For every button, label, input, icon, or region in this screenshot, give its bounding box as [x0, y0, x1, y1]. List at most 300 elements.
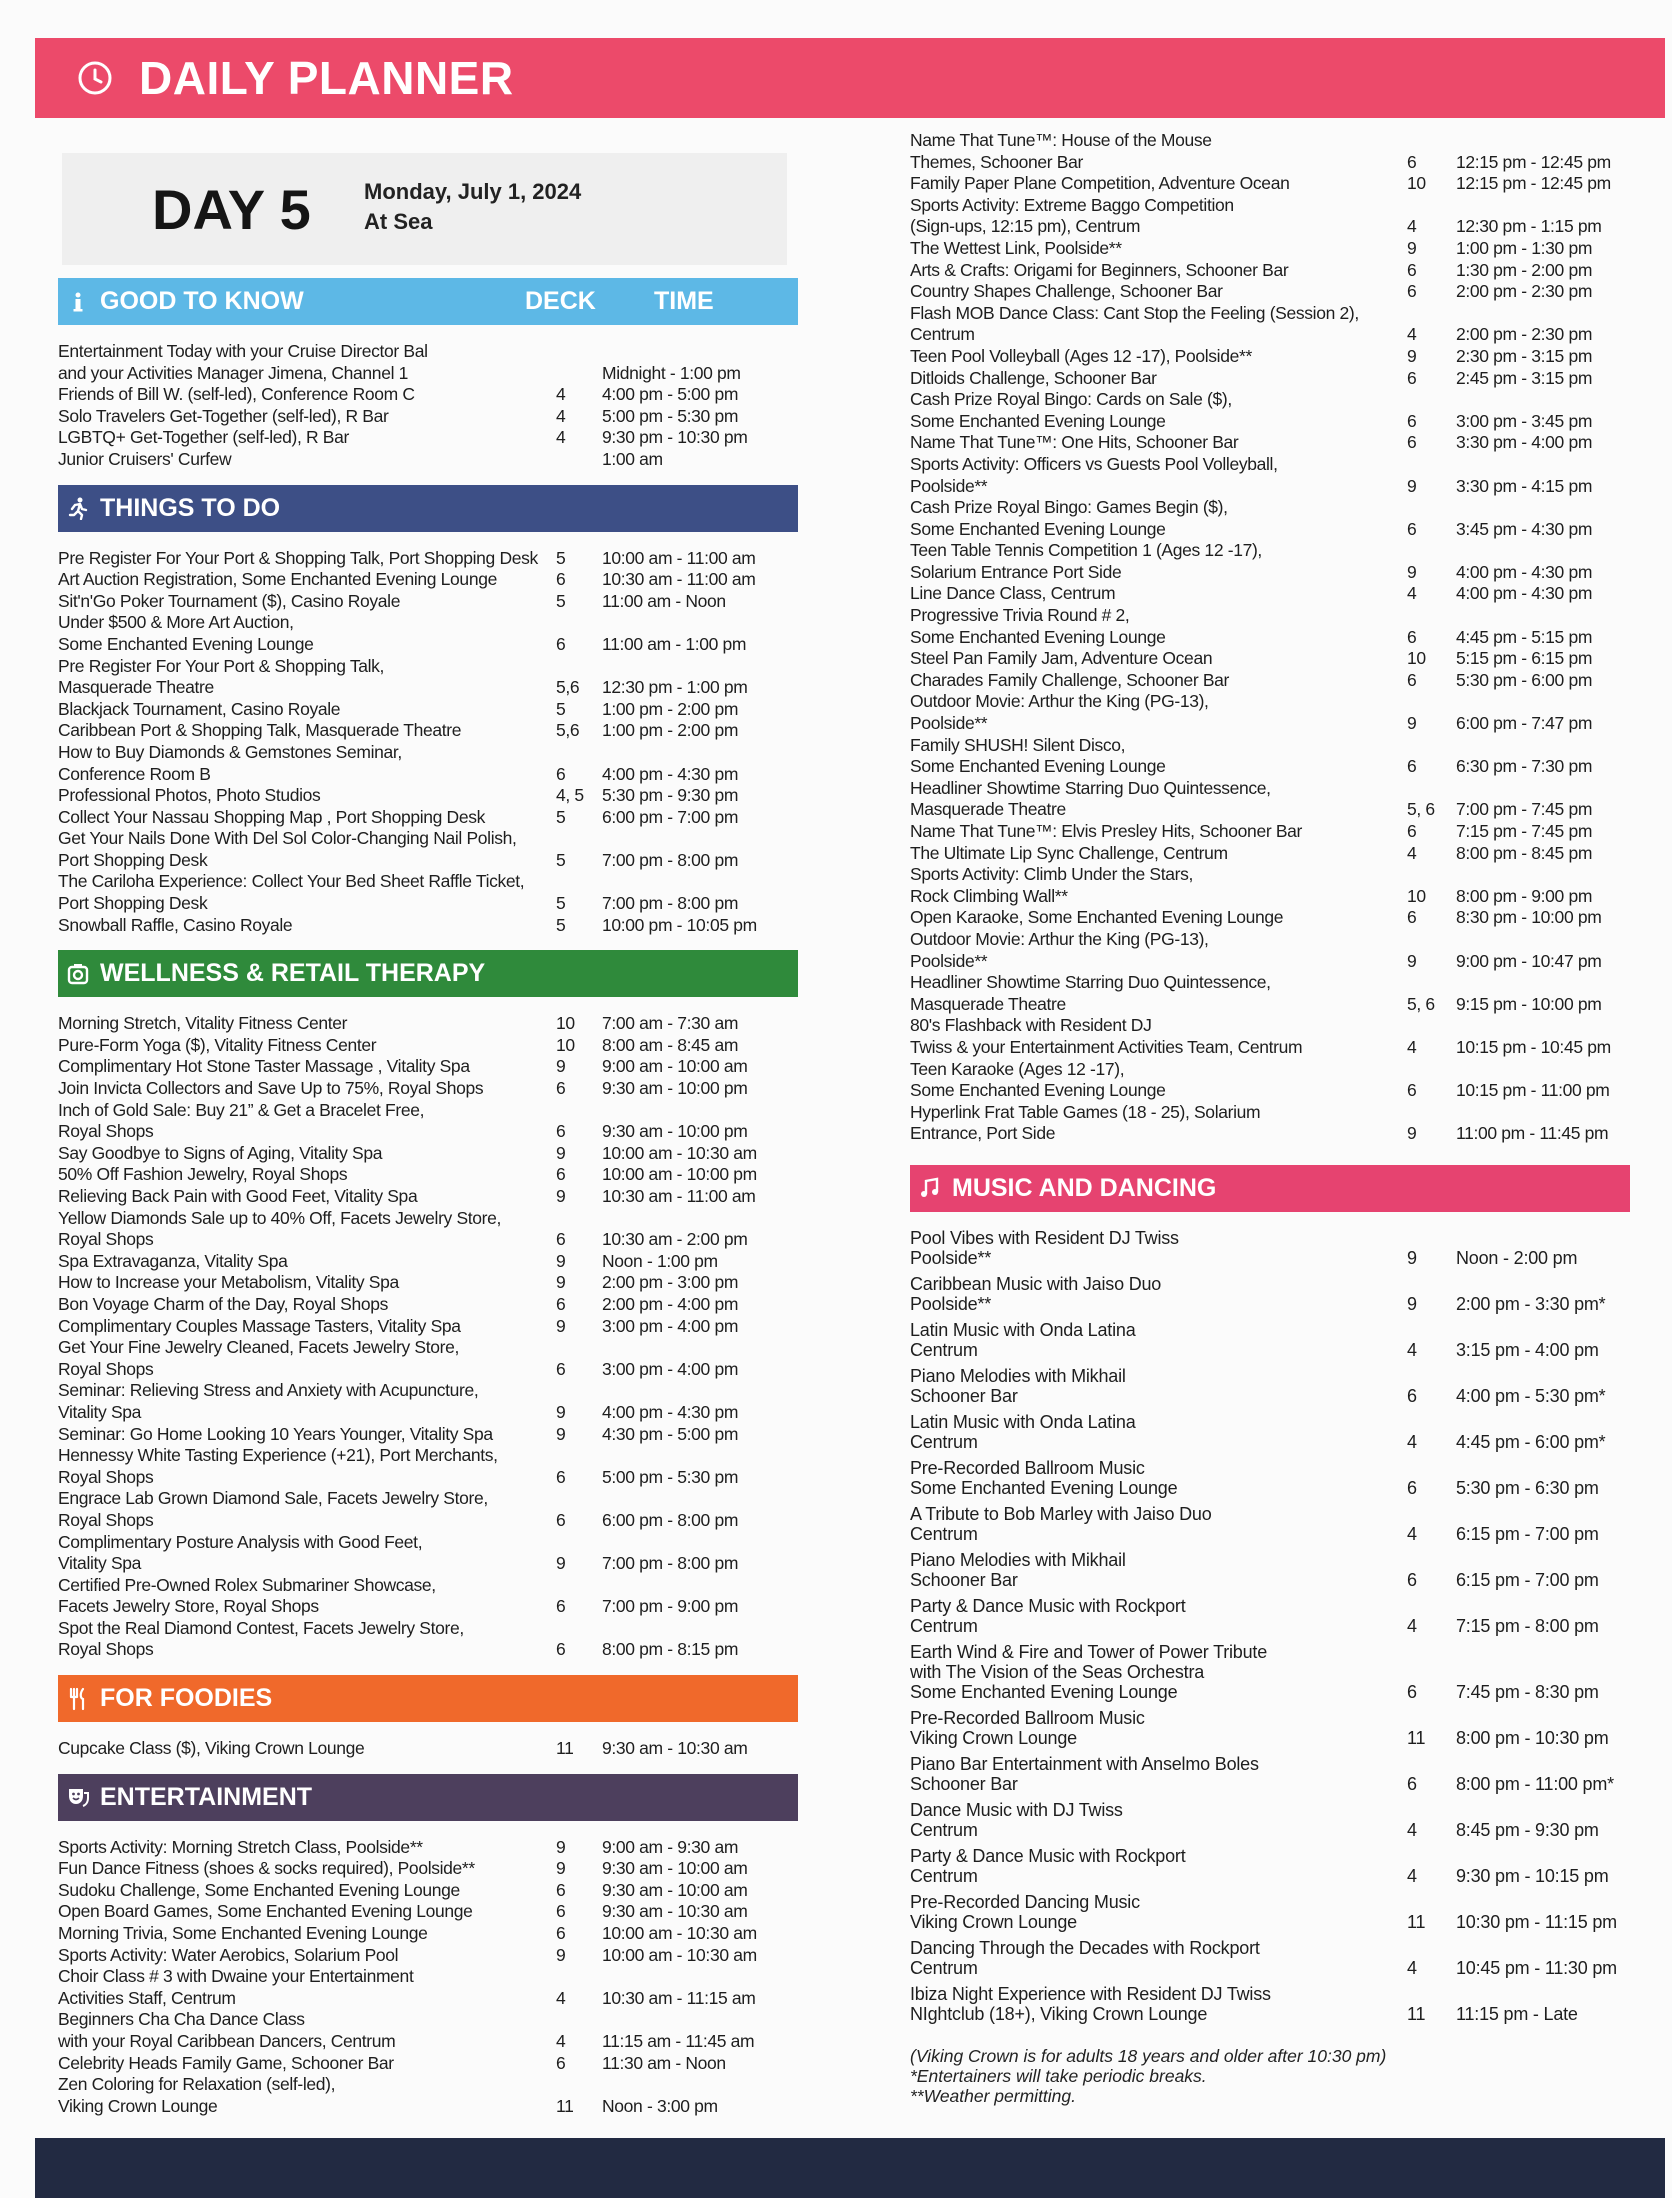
- event-time: 1:00 pm - 2:00 pm: [602, 720, 739, 741]
- event-time: 3:00 pm - 4:00 pm: [602, 1315, 739, 1336]
- event-deck: 9: [556, 1858, 566, 1879]
- clock-icon: [77, 60, 113, 96]
- event-name: Fun Dance Fitness (shoes & socks required), Poolside**: [58, 1858, 475, 1879]
- event-deck: 6: [1407, 1681, 1417, 1702]
- music-title: Pre-Recorded Ballroom Music: [910, 1707, 1145, 1728]
- event-deck: 4: [1407, 1957, 1417, 1978]
- day-date: Monday, July 1, 2024: [364, 179, 582, 204]
- event-time: 10:00 am - 10:30 am: [602, 1923, 757, 1944]
- event-deck: 5: [556, 590, 566, 611]
- section-header-wellness: [58, 950, 798, 997]
- music-venue: Some Enchanted Evening Lounge: [910, 1681, 1178, 1702]
- event-deck: 6: [556, 1358, 566, 1379]
- event-time: 4:00 pm - 5:00 pm: [602, 384, 739, 405]
- event-name: Beginners Cha Cha Dance Class with your Royal Caribbean Dancers, Centrum: [58, 2009, 396, 2051]
- event-deck: 9: [1407, 713, 1417, 734]
- event-time: 7:15 pm - 7:45 pm: [1456, 821, 1593, 841]
- schedule-row: [910, 929, 1630, 972]
- event-deck: 6: [1407, 821, 1417, 841]
- music-event: [910, 1412, 1407, 1452]
- event-deck: 6: [556, 1596, 566, 1617]
- event-deck: 9: [1407, 475, 1417, 496]
- schedule-row: [910, 605, 1630, 648]
- event-deck: 6: [556, 763, 566, 784]
- event-deck: 11: [1407, 1727, 1426, 1748]
- schedule-row: [58, 427, 798, 449]
- music-title: Dance Music with DJ Twiss: [910, 1799, 1123, 1820]
- event-name: Steel Pan Family Jam, Adventure Ocean: [910, 648, 1213, 669]
- event-deck: 9: [1407, 237, 1417, 258]
- schedule-row: [58, 341, 798, 384]
- event-deck: 6: [1407, 1385, 1417, 1406]
- event-time: 11:00 am - 1:00 pm: [602, 633, 747, 654]
- event-time: 1:00 pm - 1:30 pm: [1456, 237, 1593, 258]
- event-deck: 9: [556, 1553, 566, 1574]
- event-name: Complimentary Hot Stone Taster Massage , Vitality Spa: [58, 1056, 470, 1077]
- section-things-to-do: [58, 485, 798, 937]
- event-time: 10:00 am - 10:30 am: [602, 1142, 757, 1163]
- schedule-row: [910, 497, 1630, 540]
- event-time: 5:30 pm - 9:30 pm: [602, 785, 739, 806]
- event-name: Entertainment Today with your Cruise Director Bal and your Activities Manager Jimena, Channel 1: [58, 341, 428, 383]
- schedule-row: [58, 1945, 798, 1967]
- section-wellness: [58, 950, 798, 1661]
- event-time: 1:30 pm - 2:00 pm: [1456, 259, 1593, 280]
- event-deck: 5: [556, 849, 566, 870]
- music-venue: NIghtclub (18+), Viking Crown Lounge: [910, 2003, 1208, 2024]
- day-box: [62, 153, 787, 265]
- event-time: 12:30 pm - 1:00 pm: [602, 677, 748, 698]
- event-time: 2:45 pm - 3:15 pm: [1456, 367, 1593, 388]
- event-time: 6:00 pm - 7:47 pm: [1456, 713, 1593, 734]
- music-row: [910, 1642, 1630, 1702]
- event-name: Under $500 & More Art Auction, Some Enchanted Evening Lounge: [58, 612, 314, 654]
- event-name: Pre Register For Your Port & Shopping Talk, Port Shopping Desk: [58, 547, 538, 568]
- day-label: DAY 5: [152, 178, 311, 241]
- event-name: Headliner Showtime Starring Duo Quintessence, Masquerade Theatre: [910, 777, 1271, 820]
- event-name: Junior Cruisers' Curfew: [58, 448, 232, 469]
- schedule-row: [910, 368, 1630, 390]
- event-time: 2:00 pm - 4:00 pm: [602, 1293, 739, 1314]
- schedule-row: [58, 699, 798, 721]
- music-row: [910, 1938, 1630, 1978]
- event-deck: 10: [556, 1013, 575, 1034]
- event-time: 8:00 pm - 11:00 pm*: [1456, 1773, 1614, 1794]
- event-time: 5:30 pm - 6:30 pm: [1456, 1477, 1599, 1498]
- music-venue: Schooner Bar: [910, 1773, 1018, 1794]
- section-list: [58, 1013, 798, 1661]
- music-row: [910, 1550, 1630, 1590]
- schedule-row: [910, 432, 1630, 454]
- runner-icon: [66, 496, 90, 520]
- event-time: 10:30 am - 11:00 am: [602, 1186, 756, 1206]
- schedule-row: [910, 1102, 1630, 1145]
- schedule-row: [910, 864, 1630, 907]
- event-time: 11:15 pm - Late: [1456, 2003, 1578, 2024]
- schedule-row: [910, 238, 1630, 260]
- event-time: 4:00 pm - 4:30 pm: [1456, 583, 1593, 604]
- event-name: Hyperlink Frat Table Games (18 - 25), Solarium Entrance, Port Side: [910, 1101, 1261, 1144]
- event-time: 9:30 am - 10:00 am: [602, 1879, 748, 1900]
- schedule-row: [58, 742, 798, 785]
- music-event: [910, 1366, 1407, 1406]
- event-deck: 9: [556, 1836, 566, 1857]
- schedule-row: [58, 785, 798, 807]
- camera-icon: [66, 962, 90, 986]
- music-title: A Tribute to Bob Marley with Jaiso Duo: [910, 1503, 1212, 1524]
- event-deck: 6: [1407, 367, 1417, 388]
- music-title: Pool Vibes with Resident DJ Twiss: [910, 1227, 1179, 1248]
- schedule-row: [910, 303, 1630, 346]
- section-title: WELLNESS & RETAIL THERAPY: [100, 959, 486, 988]
- schedule-row: [58, 1337, 798, 1380]
- event-deck: 4: [556, 1987, 566, 2008]
- event-name: 50% Off Fashion Jewelry, Royal Shops: [58, 1164, 348, 1185]
- schedule-row: [58, 548, 798, 570]
- section-header-good-to-know: [58, 278, 798, 325]
- event-time: 2:00 pm - 3:30 pm*: [1456, 1293, 1606, 1314]
- schedule-row: [58, 612, 798, 655]
- music-venue: Centrum: [910, 1431, 978, 1452]
- section-title: GOOD TO KNOW: [100, 287, 304, 315]
- event-time: 4:00 pm - 4:30 pm: [602, 1401, 739, 1422]
- event-time: 6:15 pm - 7:00 pm: [1456, 1523, 1599, 1544]
- event-name: Teen Table Tennis Competition 1 (Ages 12 -17), Solarium Entrance Port Side: [910, 540, 1262, 582]
- schedule-row: [58, 1880, 798, 1902]
- event-name: Name That Tune™: One Hits, Schooner Bar: [910, 432, 1239, 453]
- event-name: Outdoor Movie: Arthur the King (PG-13), Poolside**: [910, 928, 1209, 971]
- event-deck: 6: [556, 1466, 566, 1487]
- music-row: [910, 1984, 1630, 2024]
- event-deck: 5, 6: [1407, 993, 1435, 1014]
- schedule-row: [58, 1738, 798, 1760]
- event-deck: 5,6: [556, 720, 580, 741]
- music-title: Piano Melodies with Mikhail: [910, 1549, 1126, 1570]
- event-time: 8:00 am - 8:45 am: [602, 1034, 739, 1055]
- music-row: [910, 1412, 1630, 1452]
- event-name: 80's Flashback with Resident DJ Twiss & your Entertainment Activities Team, Centrum: [910, 1015, 1303, 1057]
- event-time: 11:30 am - Noon: [602, 2052, 726, 2073]
- music-row: [910, 1366, 1630, 1406]
- schedule-row: [58, 871, 798, 914]
- event-time: 4:45 pm - 6:00 pm*: [1456, 1431, 1606, 1452]
- event-deck: 4: [1407, 324, 1417, 345]
- event-deck: 9: [556, 1142, 566, 1163]
- event-time: 2:00 pm - 2:30 pm: [1456, 281, 1593, 302]
- event-time: 10:00 am - 10:00 pm: [602, 1164, 757, 1185]
- event-time: 7:00 pm - 8:00 pm: [602, 849, 739, 870]
- event-name: Spa Extravaganza, Vitality Spa: [58, 1250, 288, 1271]
- section-list: [58, 1837, 798, 2118]
- music-event: [910, 1458, 1407, 1498]
- event-deck: 6: [556, 1923, 566, 1944]
- music-title: Latin Music with Onda Latina: [910, 1411, 1136, 1432]
- schedule-row: [910, 454, 1630, 497]
- event-name: The Cariloha Experience: Collect Your Bed Sheet Raffle Ticket, Port Shopping Desk: [58, 871, 525, 914]
- event-deck: 9: [1407, 345, 1417, 366]
- event-deck: 5: [556, 893, 566, 914]
- event-deck: 9: [1407, 561, 1417, 582]
- event-time: 12:15 pm - 12:45 pm: [1456, 151, 1611, 172]
- schedule-row: [58, 2009, 798, 2052]
- schedule-row: [910, 778, 1630, 821]
- music-event: [910, 1708, 1407, 1748]
- event-name: Sit'n'Go Poker Tournament ($), Casino Royale: [58, 590, 401, 611]
- schedule-row: [58, 1056, 798, 1078]
- music-venue: Centrum: [910, 1615, 978, 1636]
- music-venue: Schooner Bar: [910, 1385, 1018, 1406]
- event-deck: 6: [1407, 281, 1417, 302]
- event-time: 8:00 pm - 10:30 pm: [1456, 1727, 1609, 1748]
- event-deck: 6: [556, 1879, 566, 1900]
- event-name: Complimentary Posture Analysis with Good Feet, Vitality Spa: [58, 1531, 423, 1574]
- event-time: 9:30 pm - 10:30 pm: [602, 427, 748, 448]
- event-name: Progressive Trivia Round # 2, Some Enchanted Evening Lounge: [910, 605, 1166, 647]
- event-deck: 4: [1407, 1819, 1417, 1840]
- event-name: Country Shapes Challenge, Schooner Bar: [910, 281, 1223, 302]
- schedule-row: [58, 2074, 798, 2117]
- schedule-row: [58, 1923, 798, 1945]
- event-name: Hennessy White Tasting Experience (+21), Port Merchants, Royal Shops: [58, 1445, 498, 1487]
- event-time: 1:00 pm - 2:00 pm: [602, 698, 739, 719]
- music-event: [910, 1938, 1407, 1978]
- event-name: Zen Coloring for Relaxation (self-led), Viking Crown Lounge: [58, 2074, 336, 2116]
- music-event: [910, 1596, 1407, 1636]
- event-deck: 6: [1407, 151, 1417, 172]
- schedule-row: [58, 1272, 798, 1294]
- schedule-row: [58, 1143, 798, 1165]
- section-title: MUSIC AND DANCING: [952, 1173, 1217, 1202]
- footer-bar: [35, 2138, 1665, 2198]
- section-list: [58, 1738, 798, 1760]
- schedule-row: [910, 670, 1630, 692]
- event-deck: 9: [556, 1423, 566, 1444]
- schedule-row: [58, 828, 798, 871]
- event-name: Professional Photos, Photo Studios: [58, 785, 321, 806]
- event-time: 9:30 am - 10:30 am: [602, 1901, 748, 1922]
- music-event: [910, 1504, 1407, 1544]
- event-time: 4:00 pm - 4:30 pm: [1456, 561, 1593, 582]
- schedule-row: [58, 1532, 798, 1575]
- music-row: [910, 1754, 1630, 1794]
- event-time: 9:30 pm - 10:15 pm: [1456, 1865, 1609, 1886]
- event-deck: 6: [1407, 259, 1417, 280]
- event-deck: 6: [1407, 432, 1417, 453]
- music-venue: Centrum: [910, 1865, 978, 1886]
- event-name: Ditloids Challenge, Schooner Bar: [910, 367, 1157, 388]
- schedule-row: [58, 384, 798, 406]
- event-name: Say Goodbye to Signs of Aging, Vitality Spa: [58, 1142, 383, 1163]
- music-title: Latin Music with Onda Latina: [910, 1319, 1136, 1340]
- event-time: 10:30 am - 2:00 pm: [602, 1229, 748, 1250]
- event-time: 2:30 pm - 3:15 pm: [1456, 345, 1593, 366]
- schedule-row: [58, 1078, 798, 1100]
- event-deck: 6: [556, 1901, 566, 1922]
- event-name: Teen Karaoke (Ages 12 -17), Some Enchanted Evening Lounge: [910, 1058, 1166, 1101]
- day-date-block: [364, 177, 581, 237]
- event-deck: 9: [556, 1250, 566, 1271]
- event-name: Choir Class # 3 with Dwaine your Entertainment Activities Staff, Centrum: [58, 1966, 414, 2008]
- event-deck: 6: [1407, 410, 1417, 431]
- music-event: [910, 1892, 1407, 1932]
- music-row: [910, 1892, 1630, 1932]
- music-event: [910, 1800, 1407, 1840]
- event-name: Art Auction Registration, Some Enchanted Evening Lounge: [58, 569, 497, 590]
- event-deck: 6: [556, 1229, 566, 1250]
- music-venue: Viking Crown Lounge: [910, 1727, 1077, 1748]
- event-name: Cash Prize Royal Bingo: Cards on Sale ($), Some Enchanted Evening Lounge: [910, 389, 1232, 431]
- schedule-row: [58, 591, 798, 613]
- music-venue: Viking Crown Lounge: [910, 1911, 1077, 1932]
- event-time: 6:00 pm - 7:00 pm: [602, 806, 739, 827]
- event-deck: 11: [556, 1738, 574, 1759]
- event-time: Midnight - 1:00 pm: [602, 362, 741, 383]
- event-deck: 4: [1407, 583, 1417, 604]
- event-time: 10:00 am - 11:00 am: [602, 547, 756, 568]
- schedule-row: [58, 1966, 798, 2009]
- event-name: Sports Activity: Climb Under the Stars, Rock Climbing Wall**: [910, 864, 1193, 906]
- event-deck: 6: [1407, 626, 1417, 647]
- event-deck: 9: [1407, 1247, 1417, 1268]
- event-deck: 5: [556, 698, 566, 719]
- section-header-things-to-do: [58, 485, 798, 532]
- event-time: 8:45 pm - 9:30 pm: [1456, 1819, 1599, 1840]
- event-deck: 4: [556, 384, 566, 405]
- event-name: Get Your Fine Jewelry Cleaned, Facets Jewelry Store, Royal Shops: [58, 1337, 460, 1379]
- schedule-row: [910, 648, 1630, 670]
- event-name: Certified Pre-Owned Rolex Submariner Showcase, Facets Jewelry Store, Royal Shops: [58, 1574, 436, 1617]
- schedule-row: [58, 1618, 798, 1661]
- event-time: 8:00 pm - 8:45 pm: [1456, 842, 1593, 863]
- event-time: 8:30 pm - 10:00 pm: [1456, 907, 1602, 928]
- event-deck: 10: [556, 1034, 575, 1055]
- footnotes: (Viking Crown is for adults 18 years and older after 10:30 pm) *Entertainers will take periodic breaks. **Weather permitting.: [910, 2045, 1387, 2106]
- event-name: Join Invicta Collectors and Save Up to 75%, Royal Shops: [58, 1078, 484, 1099]
- theater-masks-icon: [66, 1785, 90, 1809]
- event-deck: 9: [556, 1944, 566, 1965]
- event-time: 4:00 pm - 4:30 pm: [602, 763, 739, 784]
- music-event: [910, 1642, 1407, 1702]
- event-name: Open Board Games, Some Enchanted Evening Lounge: [58, 1901, 473, 1922]
- event-name: Outdoor Movie: Arthur the King (PG-13), Poolside**: [910, 691, 1209, 734]
- event-name: Headliner Showtime Starring Duo Quintessence, Masquerade Theatre: [910, 972, 1271, 1014]
- schedule-row: [58, 1100, 798, 1143]
- schedule-row: [910, 346, 1630, 368]
- event-time: Noon - 3:00 pm: [602, 2095, 718, 2116]
- event-name: Pre Register For Your Port & Shopping Talk, Masquerade Theatre: [58, 655, 385, 698]
- music-venue: Schooner Bar: [910, 1569, 1018, 1590]
- event-name: Pure-Form Yoga ($), Vitality Fitness Center: [58, 1034, 377, 1055]
- music-title: Pre-Recorded Dancing Music: [910, 1891, 1140, 1912]
- music-title: Earth Wind & Fire and Tower of Power Tribute with The Vision of the Seas Orchestra: [910, 1641, 1268, 1682]
- schedule-row: [58, 1251, 798, 1273]
- event-deck: 6: [556, 569, 566, 590]
- schedule-row: [58, 1380, 798, 1423]
- event-deck: 5: [556, 914, 566, 935]
- schedule-row: [910, 173, 1630, 195]
- event-name: Collect Your Nassau Shopping Map , Port Shopping Desk: [58, 806, 485, 827]
- event-deck: 5: [556, 547, 566, 568]
- event-deck: 4: [1407, 1865, 1417, 1886]
- event-time: 10:30 am - 11:00 am: [602, 569, 756, 590]
- event-deck: 6: [556, 1078, 566, 1099]
- event-time: 6:15 pm - 7:00 pm: [1456, 1569, 1599, 1590]
- event-deck: 9: [556, 1315, 566, 1336]
- event-deck: 9: [1407, 1123, 1417, 1144]
- schedule-row: [58, 1316, 798, 1338]
- event-deck: 5: [556, 806, 566, 827]
- event-time: 7:15 pm - 8:00 pm: [1456, 1615, 1599, 1636]
- event-time: 7:00 pm - 8:00 pm: [602, 1553, 739, 1574]
- event-time: 3:00 pm - 4:00 pm: [602, 1358, 739, 1379]
- music-event: [910, 1754, 1407, 1794]
- section-foodies: [58, 1675, 798, 1760]
- event-name: Bon Voyage Charm of the Day, Royal Shops: [58, 1293, 389, 1314]
- event-deck: 6: [556, 633, 566, 654]
- music-title: Piano Bar Entertainment with Anselmo Boles: [910, 1753, 1259, 1774]
- event-deck: 11: [1407, 1911, 1426, 1932]
- music-event: [910, 1228, 1407, 1268]
- event-time: 12:15 pm - 12:45 pm: [1456, 173, 1611, 194]
- schedule-row: [58, 1013, 798, 1035]
- section-list: [58, 548, 798, 937]
- event-time: 9:30 am - 10:30 am: [602, 1738, 748, 1759]
- event-name: Name That Tune™: Elvis Presley Hits, Schooner Bar: [910, 821, 1302, 841]
- event-time: 5:00 pm - 5:30 pm: [602, 1466, 739, 1487]
- music-event: [910, 1274, 1407, 1314]
- event-deck: 9: [556, 1401, 566, 1422]
- schedule-row: [910, 130, 1630, 173]
- music-event: [910, 1984, 1407, 2024]
- schedule-row: [58, 1837, 798, 1859]
- day-location: At Sea: [364, 209, 433, 234]
- schedule-row: [910, 195, 1630, 238]
- music-list: [910, 1228, 1630, 2024]
- section-header-music: [910, 1165, 1630, 1212]
- event-time: 6:00 pm - 8:00 pm: [602, 1509, 739, 1530]
- event-name: Cupcake Class ($), Viking Crown Lounge: [58, 1738, 365, 1759]
- info-icon: [66, 290, 90, 314]
- event-name: Friends of Bill W. (self-led), Conference Room C: [58, 384, 415, 405]
- event-name: Get Your Nails Done With Del Sol Color-Changing Nail Polish, Port Shopping Desk: [58, 828, 517, 870]
- event-deck: 6: [556, 1293, 566, 1314]
- schedule-row: [58, 1208, 798, 1251]
- event-time: 3:45 pm - 4:30 pm: [1456, 518, 1593, 539]
- event-time: 3:30 pm - 4:00 pm: [1456, 432, 1593, 453]
- event-time: 1:00 am: [602, 448, 663, 469]
- music-title: Ibiza Night Experience with Resident DJ Twiss: [910, 1983, 1271, 2004]
- event-time: Noon - 2:00 pm: [1456, 1247, 1578, 1268]
- schedule-row: [58, 2053, 798, 2075]
- event-deck: 6: [1407, 518, 1417, 539]
- event-deck: 4: [556, 2031, 566, 2051]
- event-time: 9:15 pm - 10:00 pm: [1456, 993, 1602, 1014]
- music-row: [910, 1846, 1630, 1886]
- schedule-row: [910, 821, 1630, 843]
- music-section: [910, 1165, 1630, 2024]
- event-deck: 6: [556, 1639, 566, 1660]
- event-time: 10:30 pm - 11:15 pm: [1456, 1911, 1617, 1932]
- event-name: Flash MOB Dance Class: Cant Stop the Feeling (Session 2), Centrum: [910, 302, 1359, 345]
- schedule-row: [58, 807, 798, 829]
- event-deck: 4: [556, 427, 566, 448]
- event-time: 6:30 pm - 7:30 pm: [1456, 756, 1593, 777]
- event-name: Family Paper Plane Competition, Adventure Ocean: [910, 173, 1290, 194]
- music-venue: Some Enchanted Evening Lounge: [910, 1477, 1178, 1498]
- schedule-row: [58, 915, 798, 937]
- event-time: 7:00 pm - 7:45 pm: [1456, 799, 1593, 820]
- event-deck: 6: [1407, 1569, 1417, 1590]
